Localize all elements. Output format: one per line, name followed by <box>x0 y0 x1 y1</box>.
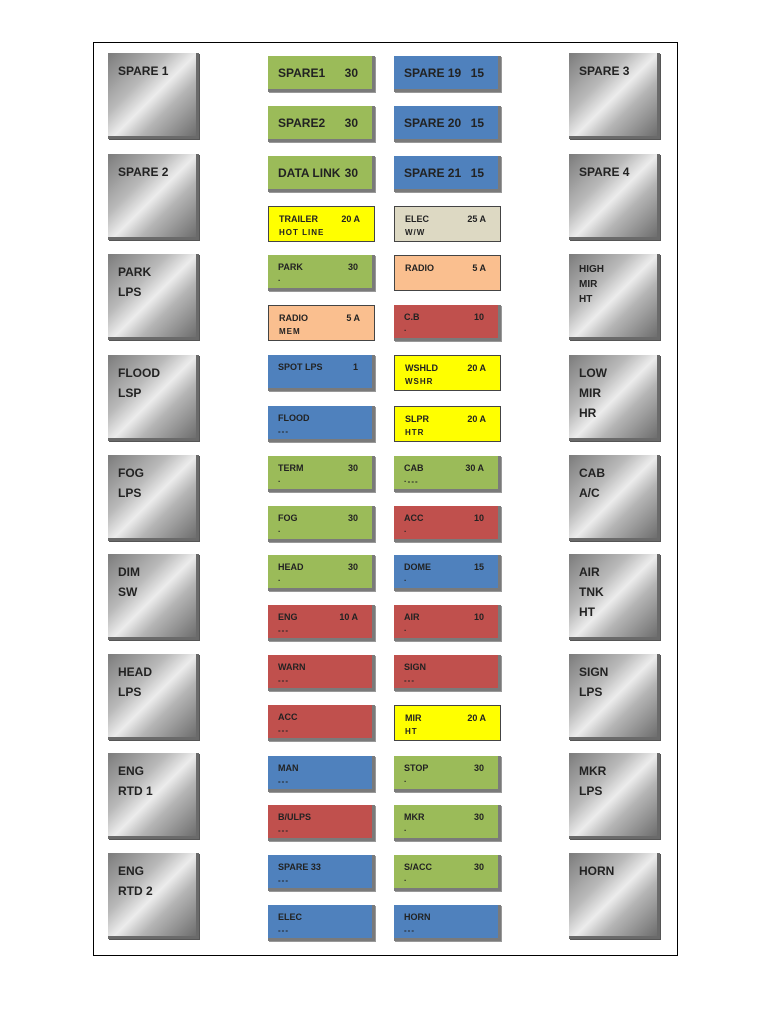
fuse-s-acc <box>394 855 501 891</box>
fuse-slpr <box>394 406 501 442</box>
fuse-name: DOME <box>404 562 431 572</box>
fuse-sub-label: WSHR <box>405 377 434 386</box>
fuse-sub-label: · <box>404 527 408 536</box>
relay-fog-lps <box>108 455 199 541</box>
fuse-sub-label: MEM <box>279 327 301 336</box>
fuse-name: SPARE 33 <box>278 862 321 872</box>
fuse-b-ulps <box>268 805 375 841</box>
fuse-rating: 20 A <box>467 713 486 723</box>
fuse-sub-label: · <box>404 876 408 885</box>
relay-label: LOW MIR HR <box>579 366 607 420</box>
fuse-rating: 15 <box>470 166 484 180</box>
relay-high-mir-ht <box>569 254 660 340</box>
relay-label: MKR LPS <box>579 764 607 798</box>
fuse-sub-label: --- <box>404 926 415 935</box>
fuse-rating: 30 <box>344 166 358 180</box>
fuse-rating: 10 <box>473 513 484 523</box>
fuse-name: FOG <box>278 513 298 523</box>
fuse-sub-label: --- <box>278 777 289 786</box>
fuse-name: TERM <box>278 463 304 473</box>
fuse-rating: 20 A <box>467 414 486 424</box>
fuse-rating: 10 A <box>339 612 358 622</box>
relay-spare-4 <box>569 154 660 240</box>
fuse-sub-label: · <box>278 276 282 285</box>
fuse-sub-label: · <box>404 326 408 335</box>
fuse-spare-21 <box>394 156 501 192</box>
relay-label: ENG RTD 1 <box>118 764 153 798</box>
fuse-park <box>268 255 375 291</box>
fuse-name: ACC <box>278 712 298 722</box>
fuse-name: B/ULPS <box>278 812 312 822</box>
fuse-name: MIR <box>405 713 422 723</box>
relay-label: SPARE 1 <box>118 64 169 78</box>
fuse-sub-label: ·--- <box>404 477 419 486</box>
fuse-name: WSHLD <box>405 363 438 373</box>
fuse-sub-label: --- <box>278 427 289 436</box>
fuse-rating: 30 <box>347 262 358 272</box>
fuse-sub-label: · <box>404 626 408 635</box>
fuse-head <box>268 555 375 591</box>
relay-cab-ac <box>569 455 660 541</box>
relay-label: DIM SW <box>118 565 140 599</box>
fuse-spare-33 <box>268 855 375 891</box>
relay-sign-lps <box>569 654 660 740</box>
fuse-rating: 15 <box>470 66 484 80</box>
fuse-name: SPARE 19 <box>404 66 462 80</box>
fuse-acc <box>268 705 375 741</box>
fuse-name: C.B <box>404 312 420 322</box>
fuse-fog <box>268 506 375 542</box>
relay-label: SPARE 2 <box>118 165 169 179</box>
fuse-air <box>394 605 501 641</box>
fuse-name: SPARE 20 <box>404 116 462 130</box>
fuse-name: AIR <box>404 612 420 622</box>
fuse-name: SIGN <box>404 662 427 672</box>
relay-park-lps <box>108 254 199 340</box>
relay-spare-2 <box>108 154 199 240</box>
relay-dim-sw <box>108 554 199 640</box>
fuse-name: SPOT LPS <box>278 362 323 372</box>
relay-head-lps <box>108 654 199 740</box>
relay-label: ENG RTD 2 <box>118 864 153 898</box>
fuse-name: ELEC <box>405 214 430 224</box>
fuse-name: SPARE 21 <box>404 166 462 180</box>
relay-horn <box>569 853 660 939</box>
relay-label: AIR TNK HT <box>579 565 604 619</box>
relay-spare-1 <box>108 53 199 139</box>
fuse-mkr <box>394 805 501 841</box>
relay-label: CAB A/C <box>579 466 605 500</box>
fuse-spare-20 <box>394 106 501 142</box>
fuse-stop <box>394 756 501 792</box>
fuse-name: TRAILER <box>279 214 318 224</box>
fuse-horn <box>394 905 501 941</box>
fuse-name: S/ACC <box>404 862 433 872</box>
fuse-sub-label: · <box>404 777 408 786</box>
fuse-dome <box>394 555 501 591</box>
fuse-rating: 30 <box>347 463 358 473</box>
fuse-radio <box>268 305 375 341</box>
relay-label: SPARE 4 <box>579 165 630 179</box>
fuse-name: SLPR <box>405 414 430 424</box>
fuse-sign <box>394 655 501 691</box>
fuse-rating: 5 A <box>346 313 360 323</box>
fuse-wshld <box>394 355 501 391</box>
fuse-term <box>268 456 375 492</box>
fuse-sub-label: HOT LINE <box>279 228 325 237</box>
fuse-radio <box>394 255 501 291</box>
fuse-sub-label: --- <box>278 626 289 635</box>
fuse-rating: 30 <box>344 66 358 80</box>
fuse-sub-label: · <box>278 527 282 536</box>
fuse-rating: 30 <box>473 862 484 872</box>
fuse-warn <box>268 655 375 691</box>
fuse-sub-label: HTR <box>405 428 425 437</box>
fuse-sub-label: --- <box>278 676 289 685</box>
fuse-spare1 <box>268 56 375 92</box>
fuse-rating: 15 <box>473 562 484 572</box>
fuse-man <box>268 756 375 792</box>
fuse-name: ENG <box>278 612 298 622</box>
fuse-name: FLOOD <box>278 413 310 423</box>
relay-spare-3 <box>569 53 660 139</box>
fuse-rating: 5 A <box>472 263 486 273</box>
relay-label: HORN <box>579 864 615 878</box>
fuse-cab <box>394 456 501 492</box>
fuse-sub-label: --- <box>278 926 289 935</box>
fuse-sub-label: --- <box>278 826 289 835</box>
fuse-rating: 30 <box>473 763 484 773</box>
fuse-rating: 30 <box>473 812 484 822</box>
fuse-rating: 30 <box>347 562 358 572</box>
relay-flood-lsp <box>108 355 199 441</box>
fuse-name: CAB <box>404 463 424 473</box>
fuse-rating: 25 A <box>467 214 486 224</box>
relay-label: HEAD LPS <box>118 665 153 699</box>
fuse-rating: 30 A <box>465 463 484 473</box>
fuse-name: MAN <box>278 763 299 773</box>
fuse-eng <box>268 605 375 641</box>
fuse-rating: 30 <box>344 116 358 130</box>
fuse-name: WARN <box>278 662 306 672</box>
fuse-name: HEAD <box>278 562 304 572</box>
relay-low-mir-hr <box>569 355 660 441</box>
fuse-sub-label: · <box>404 576 408 585</box>
fuse-rating: 30 <box>347 513 358 523</box>
relay-label: FOG LPS <box>118 466 144 500</box>
fuse-data-link <box>268 156 375 192</box>
relay-label: PARK LPS <box>118 265 152 299</box>
fuse-name: DATA LINK <box>278 166 341 180</box>
fuse-panel <box>93 42 678 956</box>
fuse-spare2 <box>268 106 375 142</box>
fuse-elec <box>394 206 501 242</box>
fuse-acc <box>394 506 501 542</box>
fuse-spot-lps <box>268 355 375 391</box>
fuse-sub-label: · <box>404 826 408 835</box>
fuse-name: SPARE2 <box>278 116 326 130</box>
fuse-name: MKR <box>404 812 425 822</box>
fuse-rating: 15 <box>470 116 484 130</box>
fuse-name: RADIO <box>405 263 434 273</box>
fuse-rating: 20 A <box>467 363 486 373</box>
fuse-rating: 10 <box>473 312 484 322</box>
fuse-c-b <box>394 305 501 341</box>
fuse-flood <box>268 406 375 442</box>
fuse-sub-label: W/W <box>405 228 426 237</box>
relay-air-tnk-ht <box>569 554 660 640</box>
fuse-name: SPARE1 <box>278 66 326 80</box>
fuse-name: ELEC <box>278 912 303 922</box>
relay-label: SPARE 3 <box>579 64 630 78</box>
fuse-sub-label: --- <box>278 876 289 885</box>
fuse-rating: 10 <box>473 612 484 622</box>
fuse-sub-label: · <box>278 576 282 585</box>
fuse-mir <box>394 705 501 741</box>
relay-eng-rtd-1 <box>108 753 199 839</box>
relay-label: HIGH MIR HT <box>579 264 604 305</box>
fuse-spare-19 <box>394 56 501 92</box>
fuse-rating: 1 <box>352 362 358 372</box>
relay-eng-rtd-2 <box>108 853 199 939</box>
fuse-sub-label: --- <box>278 726 289 735</box>
fuse-elec <box>268 905 375 941</box>
fuse-name: RADIO <box>279 313 308 323</box>
fuse-name: HORN <box>404 912 431 922</box>
fuse-sub-label: --- <box>404 676 415 685</box>
fuse-sub-label: HT <box>405 727 418 736</box>
relay-mkr-lps <box>569 753 660 839</box>
relay-label: SIGN LPS <box>579 665 609 699</box>
fuse-name: PARK <box>278 262 303 272</box>
fuse-trailer <box>268 206 375 242</box>
fuse-name: STOP <box>404 763 429 773</box>
fuse-rating: 20 A <box>341 214 360 224</box>
fuse-name: ACC <box>404 513 424 523</box>
fuse-sub-label: · <box>278 477 282 486</box>
relay-label: FLOOD LSP <box>118 366 160 400</box>
